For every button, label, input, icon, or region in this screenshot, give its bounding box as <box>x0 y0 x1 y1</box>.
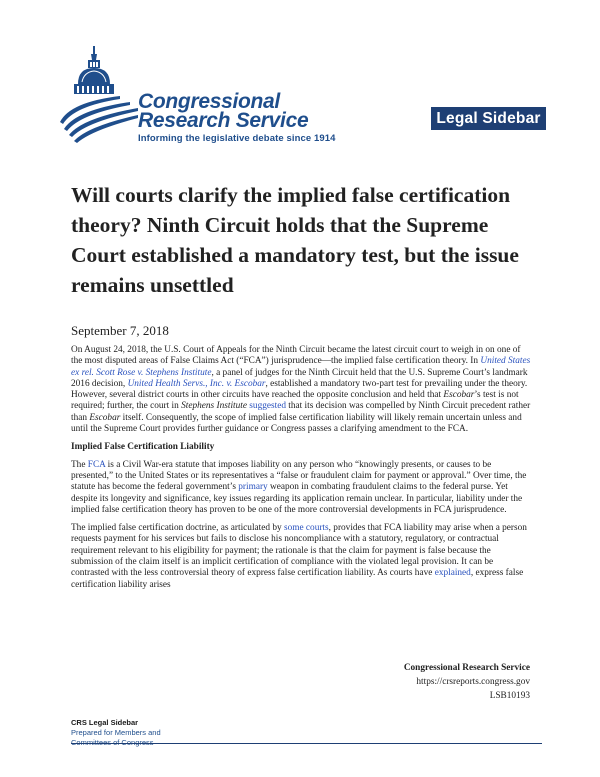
footer-url[interactable]: https://crsreports.congress.gov <box>416 677 530 687</box>
crs-wordmark <box>138 92 336 144</box>
case-name: Escobar <box>89 412 121 423</box>
fca-link[interactable]: FCA <box>87 459 106 470</box>
footer-divider <box>71 743 542 744</box>
paragraph-3 <box>71 523 531 591</box>
some-courts-link[interactable]: some courts <box>283 523 329 534</box>
case-name: Escobar <box>443 390 475 401</box>
dome-statue <box>91 54 97 60</box>
footer-left-title: CRS Legal Sidebar <box>71 718 139 727</box>
primary-link[interactable]: primary <box>238 482 268 493</box>
text-run: ’s test is not required; further, the court in <box>71 390 519 412</box>
text-run: , express false certification liability arises <box>71 568 524 590</box>
section-heading: Implied False Certification Liability <box>71 442 215 453</box>
footer-citation <box>404 661 530 703</box>
suggested-link[interactable]: suggested <box>249 401 286 412</box>
case-link-escobar[interactable]: United Health Servs., Inc. v. Escobar <box>127 378 266 389</box>
text-run: , established a mandatory two-part test for prevailing under the theory. However, several district courts in other circuits have reached the opposite conclusion and held that <box>71 378 528 401</box>
legal-sidebar-badge: Legal Sidebar <box>431 107 546 130</box>
swoosh-3 <box>69 108 138 137</box>
paragraph-2 <box>71 460 531 516</box>
paragraph-1 <box>71 345 531 435</box>
footer-code: LSB10193 <box>489 691 530 701</box>
text-run: itself. Consequently, the scope of implied false certification liability will likely remain uncertain unless and until the Supreme Court provides further guidance or Congress passes a clarifying amendment to the FCA. <box>71 412 522 435</box>
text-run: is a Civil War-era statute that imposes liability on any person who “knowingly presents, or causes to be presented,” to the United States or its representatives a “false or fraudulent claim for payment or approval.” Over time, the statute has become the federal government’s <box>71 459 527 493</box>
dome <box>78 68 110 84</box>
text-run: The implied false certification doctrine, as articulated by <box>71 523 284 534</box>
swoosh-1 <box>60 96 120 124</box>
logo-line2: Research Service <box>138 109 309 132</box>
text-run: , provides that FCA liability may arise when a person requests payment for his services but fails to disclose his noncompliance with a statutory, regulatory, or contractual requirement relevant to his eligibility for payment; the rationale is that the claim for payment is false because the submission of the claim itself is an implicit certification of compliance with the violated legal provision. It can be contrasted with the less controversial theory of express false certification liability. As courts have <box>71 523 527 579</box>
footer-left-line3: Committees of Congress <box>71 738 154 747</box>
footer-org: Congressional Research Service <box>403 663 530 673</box>
article-body <box>71 345 531 598</box>
case-link-stephens[interactable]: United States ex rel. Scott Rose v. Stephens Institute <box>71 356 531 378</box>
text-run: On August 24, 2018, the U.S. Court of Appeals for the Ninth Circuit became the latest circuit court to weigh in on one of the most disputed areas of False Claims Act (“FCA”) jurisprudence—the implied false certification theory. In <box>71 345 521 367</box>
page-title: Will courts clarify the implied false certification theory? Ninth Circuit holds that the Supreme Court established a mandatory test, but the issue remains unsettled <box>71 183 519 297</box>
publication-date: September 7, 2018 <box>71 323 169 338</box>
text-run: weapon in combating fraudulent claims to the federal purse. Yet despite its longevity and significance, key issues regarding its application remain unclear. In particular, liability under the implied false certification theory has proven to be one of the more controversial developments in FCA jurisprudence. <box>71 482 523 515</box>
dome-spire <box>93 46 95 54</box>
text-run: that its decision was compelled by Ninth Circuit precedent rather than <box>71 401 531 423</box>
explained-link[interactable]: explained <box>434 568 471 579</box>
logo-tagline: Informing the legislative debate since 1914 <box>138 133 336 144</box>
swoosh-2 <box>64 102 130 131</box>
footer-left-line2: Prepared for Members and <box>71 728 161 737</box>
case-name: Stephens Institute <box>181 401 247 412</box>
logo-line1: Congressional <box>138 90 280 113</box>
text-run: The <box>71 459 88 470</box>
text-run: , a panel of judges for the Ninth Circuit held that the U.S. Supreme Court’s landmark 2016 decision, <box>71 367 528 389</box>
